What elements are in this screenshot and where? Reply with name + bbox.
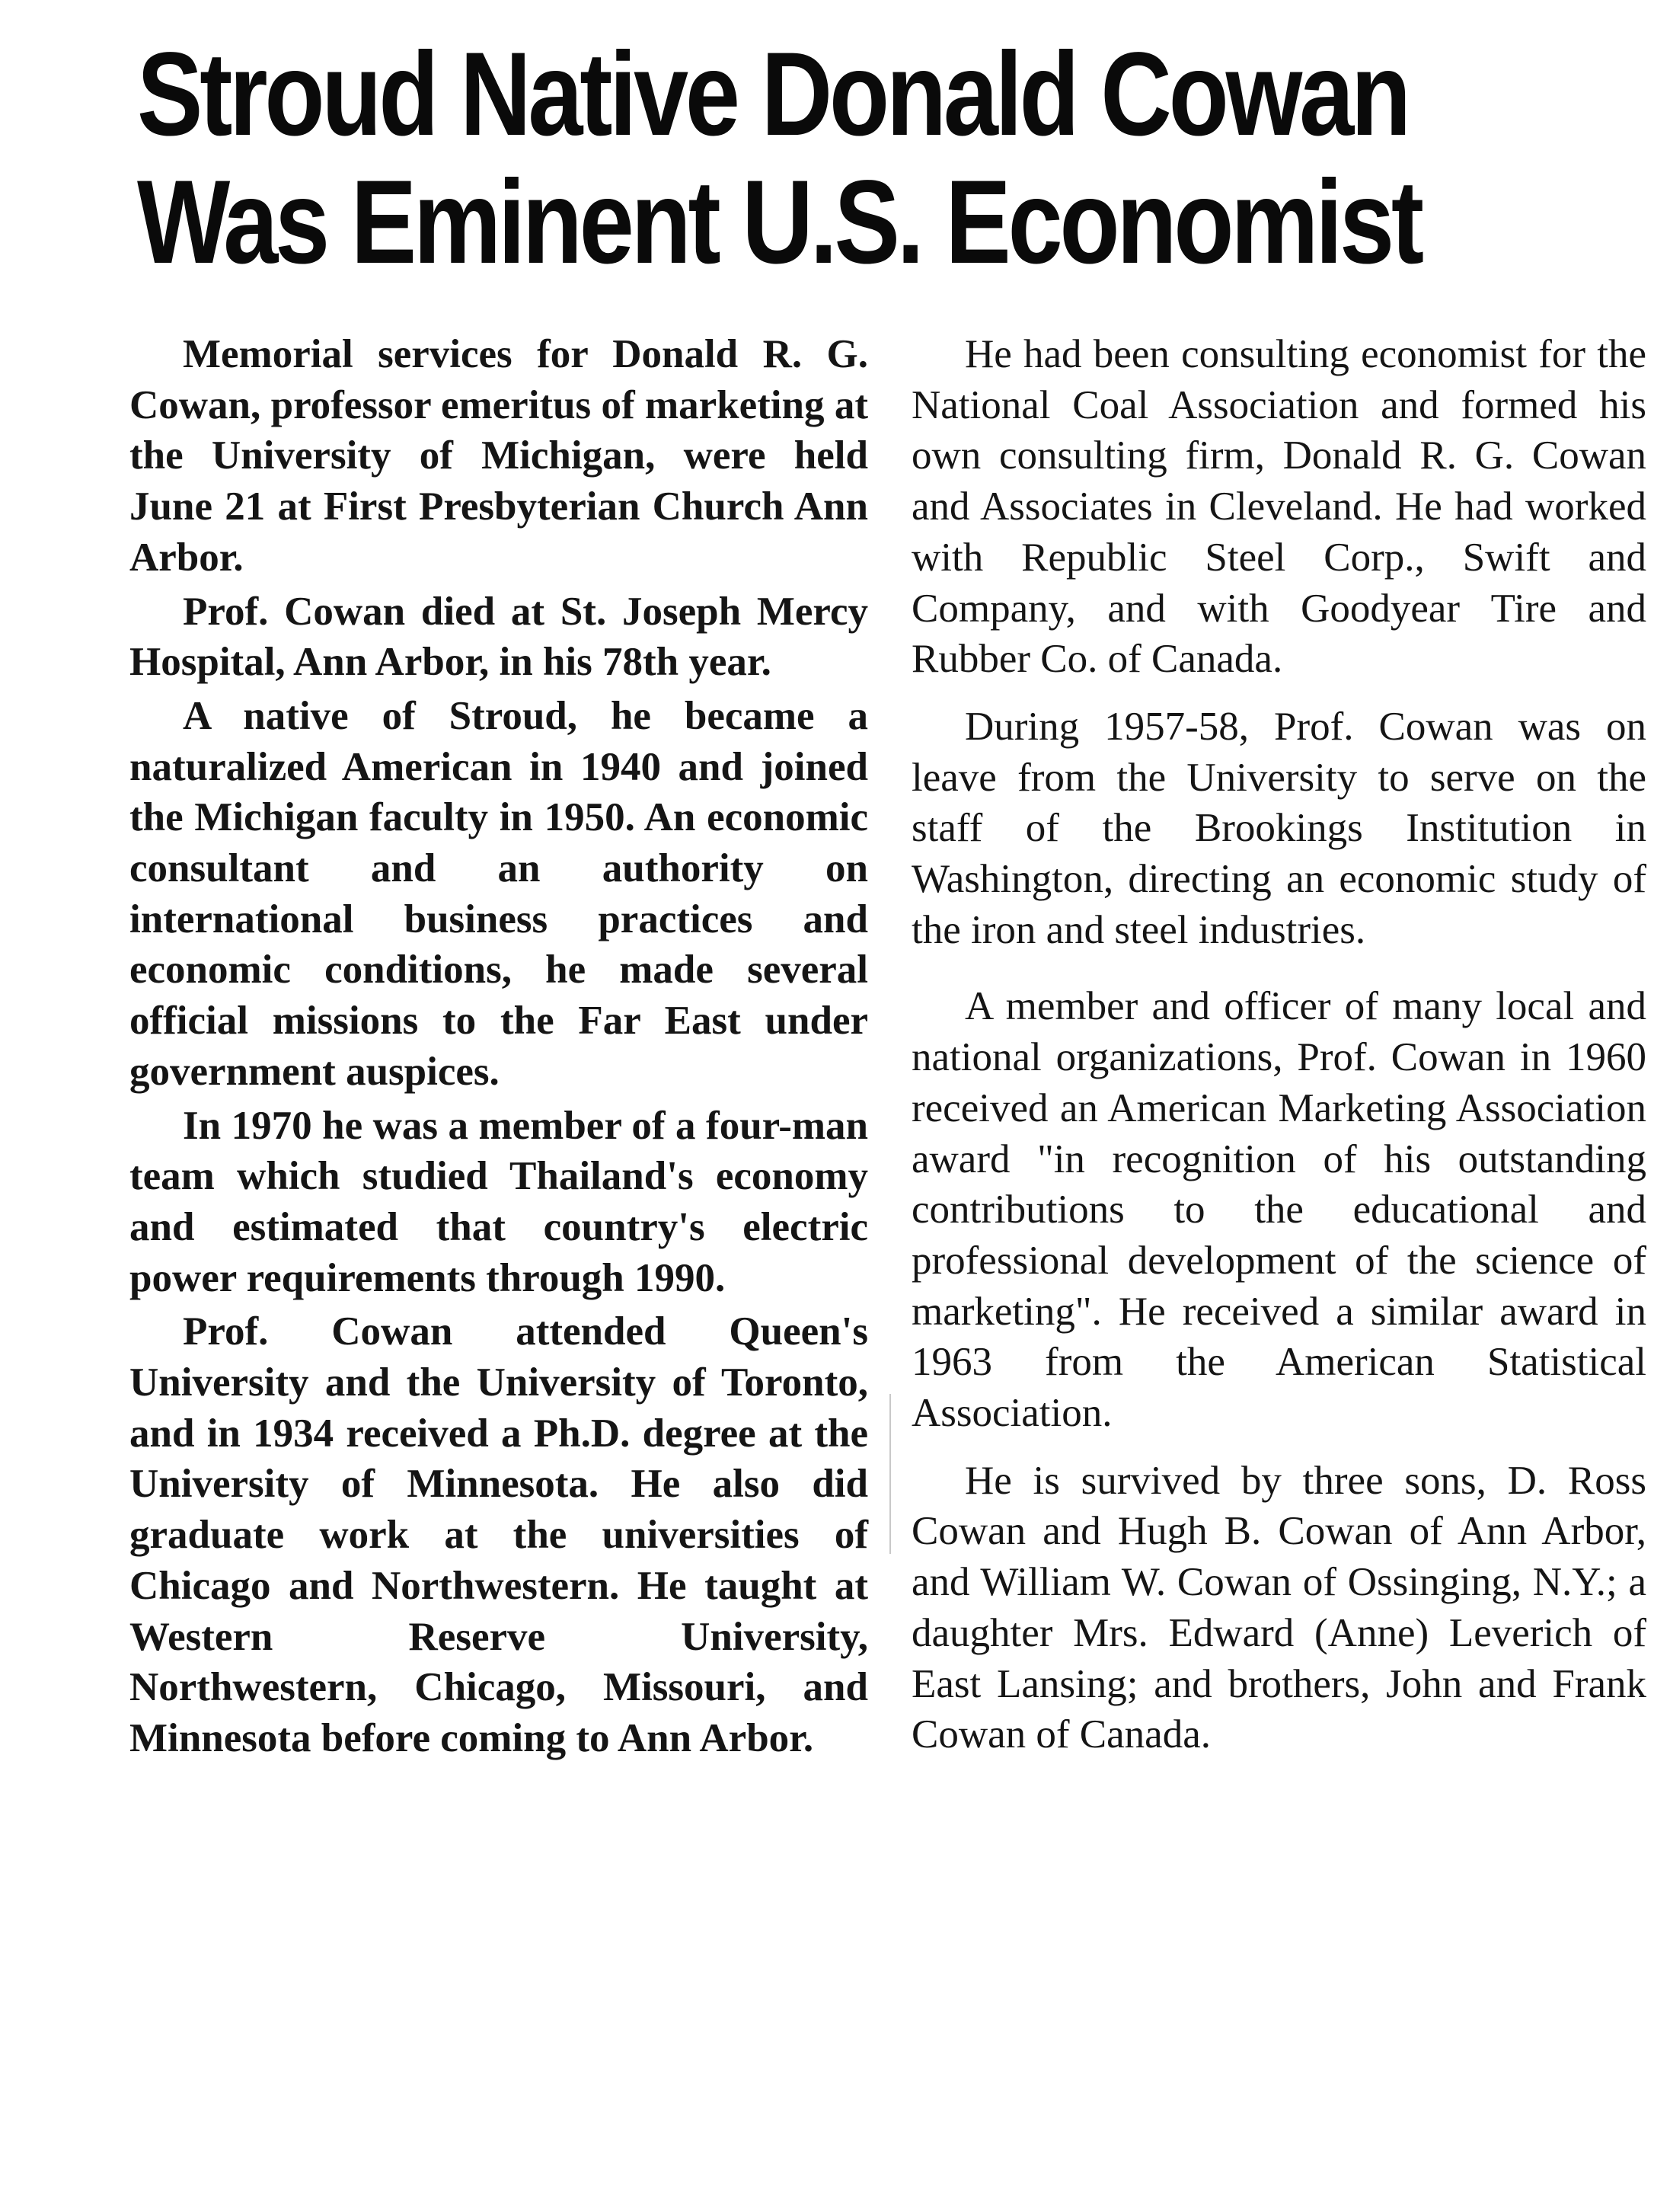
column-divider — [889, 1394, 891, 1554]
paragraph-survivors: He is survived by three sons, D. Ross Cowan and Hugh B. Cowan of Ann Arbor, and William W. Cowan of Ossinging, N.Y.; a daughter Mrs. Edward (Anne) Leverich of East Lansing; and brothers, John and Frank Cowan of Canada. — [912, 1458, 1646, 1757]
paragraph-consulting: He had been consulting economist for the National Coal Association and formed his own consulting firm, Donald R. G. Cowan and Associates in Cleveland. He had worked with Republic Steel Corp., Swift and Company, and with Goodyear Tire and Rubber Co. of Canada. — [912, 332, 1646, 682]
article-column-left — [129, 329, 868, 1767]
headline-line-1: Stroud Native Donald Cowan — [137, 28, 1408, 161]
paragraph-awards: A member and officer of many local and national organizations, Prof. Cowan in 1960 received an American Marketing Association award "in recognition of his outstanding contributions to the educational and professional development of the science of marketing". He received a similar award in 1963 from the American Statistical Association. — [912, 984, 1646, 1436]
article-column-right — [912, 329, 1646, 1763]
paragraph-brookings: During 1957-58, Prof. Cowan was on leave from the University to serve on the staff of the Brookings Institution in Washington, directing an economic study of the iron and steel industries. — [912, 704, 1646, 952]
headline-line-2: Was Eminent U.S. Economist — [137, 156, 1421, 289]
paragraph-career-overview: A native of Stroud, he became a naturalized American in 1940 and joined the Michigan faculty in 1950. An economic consultant and an authority on international business practices and economic conditions, he made several official missions to the Far East under government auspices. — [129, 693, 868, 1094]
paragraph-memorial-services: Memorial services for Donald R. G. Cowan, professor emeritus of marketing at the University of Michigan, were held June 21 at First Presbyterian Church Ann Arbor. — [129, 332, 868, 580]
paragraph-thailand-mission: In 1970 he was a member of a four-man team which studied Thailand's economy and estimated that country's electric power requirements through 1990. — [129, 1103, 868, 1300]
paragraph-education: Prof. Cowan attended Queen's University and the University of Toronto, and in 1934 received a Ph.D. degree at the University of Minnesota. He also did graduate work at the universities of Chicago and Northwestern. He taught at Western Reserve University, Northwestern, Chicago, Missouri, and Minnesota before coming to Ann Arbor. — [129, 1309, 868, 1760]
headline — [137, 28, 1421, 289]
paragraph-death: Prof. Cowan died at St. Joseph Mercy Hospital, Ann Arbor, in his 78th year. — [129, 589, 868, 685]
